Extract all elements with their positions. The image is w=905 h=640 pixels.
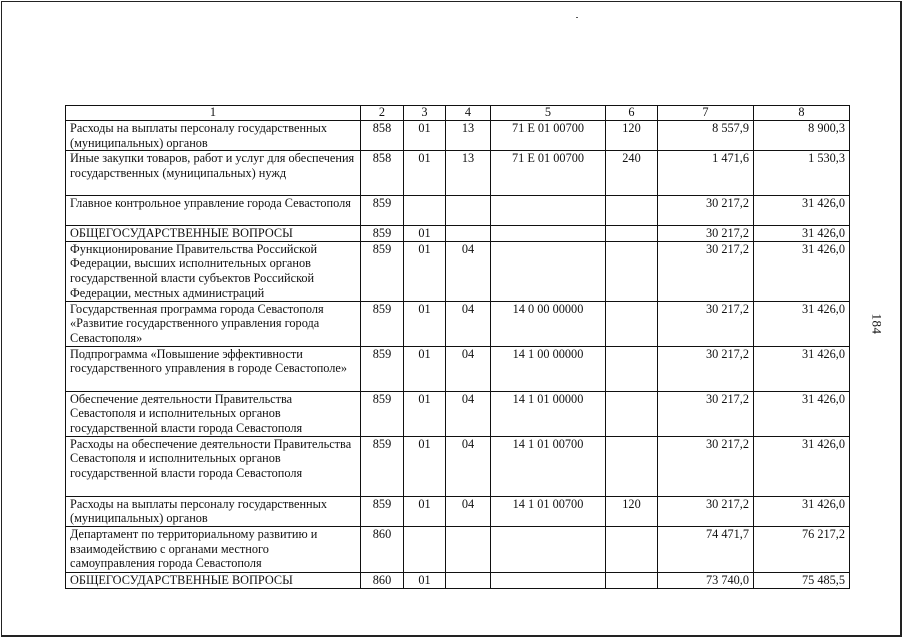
code-subsection-cell [446, 526, 491, 572]
row-name-cell: Расходы на обеспечение деятельности Правительства Севастополя и исполнительных органов государственной власти города Севастополя [66, 436, 361, 496]
code-subsection-cell: 04 [446, 436, 491, 496]
code-ministry-cell: 859 [361, 196, 404, 226]
amount-year-2-cell: 31 426,0 [754, 196, 850, 226]
amount-year-1-cell: 30 217,2 [658, 226, 754, 242]
code-expense-type-cell [606, 436, 658, 496]
amount-year-2-cell: 31 426,0 [754, 226, 850, 242]
amount-year-1-cell: 30 217,2 [658, 436, 754, 496]
code-subsection-cell: 04 [446, 301, 491, 346]
code-target-item-cell: 14 1 01 00000 [491, 391, 606, 436]
code-section-cell: 01 [404, 226, 446, 242]
code-expense-type-cell [606, 196, 658, 226]
amount-year-2-cell: 31 426,0 [754, 436, 850, 496]
code-target-item-cell [491, 572, 606, 588]
table-row [66, 496, 850, 526]
code-target-item-cell: 71 Е 01 00700 [491, 121, 606, 151]
code-section-cell: 01 [404, 151, 446, 196]
amount-year-1-cell: 30 217,2 [658, 196, 754, 226]
amount-year-2-cell: 76 217,2 [754, 526, 850, 572]
code-expense-type-cell: 120 [606, 121, 658, 151]
code-section-cell [404, 196, 446, 226]
code-section-cell: 01 [404, 436, 446, 496]
code-ministry-cell: 859 [361, 496, 404, 526]
row-name-cell: ОБЩЕГОСУДАРСТВЕННЫЕ ВОПРОСЫ [66, 226, 361, 242]
code-section-cell: 01 [404, 572, 446, 588]
code-subsection-cell: 04 [446, 391, 491, 436]
code-expense-type-cell [606, 391, 658, 436]
code-ministry-cell: 860 [361, 526, 404, 572]
code-ministry-cell: 859 [361, 346, 404, 391]
page-number: 184 [869, 313, 885, 335]
code-expense-type-cell [606, 572, 658, 588]
code-target-item-cell [491, 196, 606, 226]
amount-year-2-cell: 31 426,0 [754, 301, 850, 346]
table-row [66, 391, 850, 436]
header-cell: 7 [658, 106, 754, 121]
amount-year-1-cell: 1 471,6 [658, 151, 754, 196]
header-cell: 3 [404, 106, 446, 121]
code-section-cell: 01 [404, 346, 446, 391]
code-expense-type-cell: 240 [606, 151, 658, 196]
code-ministry-cell: 859 [361, 226, 404, 242]
table-row [66, 241, 850, 301]
code-section-cell: 01 [404, 301, 446, 346]
header-cell: 5 [491, 106, 606, 121]
code-section-cell: 01 [404, 496, 446, 526]
row-name-cell: Подпрограмма «Повышение эффективности государственного управления в городе Севастополе» [66, 346, 361, 391]
table-row [66, 346, 850, 391]
code-section-cell: 01 [404, 241, 446, 301]
amount-year-2-cell: 31 426,0 [754, 241, 850, 301]
row-name-cell: Расходы на выплаты персоналу государственных (муниципальных) органов [66, 496, 361, 526]
row-name-cell: Функционирование Правительства Российской Федерации, высших исполнительных органов государственной власти субъектов Российской Федерации, местных администраций [66, 241, 361, 301]
code-ministry-cell: 859 [361, 241, 404, 301]
row-name-cell: Расходы на выплаты персоналу государственных (муниципальных) органов [66, 121, 361, 151]
code-target-item-cell [491, 526, 606, 572]
row-name-cell: Государственная программа города Севастополя «Развитие государственного управления города Севастополя» [66, 301, 361, 346]
code-section-cell: 01 [404, 391, 446, 436]
code-expense-type-cell [606, 526, 658, 572]
amount-year-1-cell: 30 217,2 [658, 301, 754, 346]
code-target-item-cell: 14 1 01 00700 [491, 436, 606, 496]
code-section-cell: 01 [404, 121, 446, 151]
amount-year-2-cell: 31 426,0 [754, 496, 850, 526]
code-subsection-cell [446, 572, 491, 588]
code-target-item-cell: 71 Е 01 00700 [491, 151, 606, 196]
code-target-item-cell: 14 1 00 00000 [491, 346, 606, 391]
table-row [66, 196, 850, 226]
code-ministry-cell: 859 [361, 391, 404, 436]
header-cell: 6 [606, 106, 658, 121]
code-ministry-cell: 858 [361, 121, 404, 151]
row-name-cell: ОБЩЕГОСУДАРСТВЕННЫЕ ВОПРОСЫ [66, 572, 361, 588]
header-cell: 1 [66, 106, 361, 121]
budget-table [65, 105, 850, 589]
code-subsection-cell: 04 [446, 496, 491, 526]
code-expense-type-cell: 120 [606, 496, 658, 526]
amount-year-1-cell: 73 740,0 [658, 572, 754, 588]
row-name-cell: Обеспечение деятельности Правительства Севастополя и исполнительных органов государственной власти города Севастополя [66, 391, 361, 436]
code-target-item-cell: 14 1 01 00700 [491, 496, 606, 526]
table-row [66, 151, 850, 196]
code-subsection-cell: 04 [446, 346, 491, 391]
code-expense-type-cell [606, 301, 658, 346]
code-target-item-cell [491, 226, 606, 242]
amount-year-2-cell: 75 485,5 [754, 572, 850, 588]
code-subsection-cell [446, 196, 491, 226]
code-ministry-cell: 860 [361, 572, 404, 588]
amount-year-1-cell: 30 217,2 [658, 241, 754, 301]
code-expense-type-cell [606, 226, 658, 242]
amount-year-2-cell: 31 426,0 [754, 391, 850, 436]
amount-year-1-cell: 30 217,2 [658, 496, 754, 526]
amount-year-1-cell: 30 217,2 [658, 391, 754, 436]
code-subsection-cell: 13 [446, 121, 491, 151]
code-target-item-cell: 14 0 00 00000 [491, 301, 606, 346]
code-expense-type-cell [606, 346, 658, 391]
header-cell: 2 [361, 106, 404, 121]
table-row [66, 121, 850, 151]
table-row [66, 526, 850, 572]
amount-year-2-cell: 8 900,3 [754, 121, 850, 151]
amount-year-2-cell: 31 426,0 [754, 346, 850, 391]
code-subsection-cell [446, 226, 491, 242]
scan-speck [576, 17, 578, 18]
table-row [66, 572, 850, 588]
amount-year-2-cell: 1 530,3 [754, 151, 850, 196]
amount-year-1-cell: 30 217,2 [658, 346, 754, 391]
code-subsection-cell: 04 [446, 241, 491, 301]
header-row [66, 106, 850, 121]
code-expense-type-cell [606, 241, 658, 301]
amount-year-1-cell: 74 471,7 [658, 526, 754, 572]
table-row [66, 301, 850, 346]
header-cell: 8 [754, 106, 850, 121]
code-section-cell [404, 526, 446, 572]
table-row [66, 226, 850, 242]
code-ministry-cell: 858 [361, 151, 404, 196]
code-subsection-cell: 13 [446, 151, 491, 196]
table-row [66, 436, 850, 496]
code-ministry-cell: 859 [361, 301, 404, 346]
code-ministry-cell: 859 [361, 436, 404, 496]
row-name-cell: Главное контрольное управление города Севастополя [66, 196, 361, 226]
amount-year-1-cell: 8 557,9 [658, 121, 754, 151]
header-cell: 4 [446, 106, 491, 121]
row-name-cell: Иные закупки товаров, работ и услуг для обеспечения государственных (муниципальных) нужд [66, 151, 361, 196]
code-target-item-cell [491, 241, 606, 301]
row-name-cell: Департамент по территориальному развитию и взаимодействию с органами местного самоуправления города Севастополя [66, 526, 361, 572]
